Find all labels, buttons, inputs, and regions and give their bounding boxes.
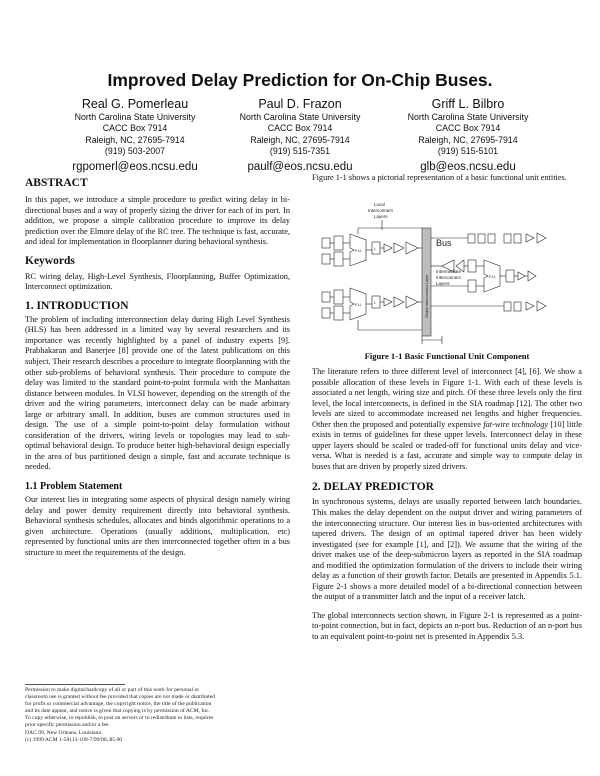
right-column-text bbox=[312, 367, 582, 643]
fu-label: F.U. bbox=[355, 302, 363, 307]
fu-label: F.U. bbox=[489, 274, 497, 279]
left-column bbox=[25, 177, 290, 558]
author-phone: (919) 515-7351 bbox=[269, 145, 331, 156]
paper-title: Improved Delay Prediction for On-Chip Buses. bbox=[107, 70, 493, 90]
footnote-line: and its date appear, and notice is given that copying is by permission of ACM, Inc. bbox=[25, 708, 210, 715]
global-layer-label: Global Interconnect Layer bbox=[425, 274, 429, 318]
footnote-line: To copy otherwise, to republish, to post on servers or to redistribute to lists, requires bbox=[25, 715, 214, 722]
footnote-line: (c) 1999 ACM 1-58113-109-7/99/06..$5.00 bbox=[25, 736, 123, 743]
copyright-footnote bbox=[25, 687, 293, 744]
functional-unit-top-left bbox=[322, 228, 422, 266]
bus-label: Bus bbox=[436, 238, 452, 248]
footnote-line: classroom use is granted without fee provided that copies are not made or distributed bbox=[25, 694, 215, 701]
literature-text-1: The literature refers to three different level of interconnect [4], [6]. We show a possible allocation of these levels in Figure 1-1. With each of these levels is associated a net length, wiring size and pitch. Of these three levels only the first level, the local interconnects, is defined in the SIA roadmap [12]. The other two levels are sized to accommodate increased net lengths and higher frequencies. Other then the proposed and potentially expensive bbox=[312, 367, 582, 429]
fig-intro-paragraph: Figure 1-1 shows a pictorial representation of a basic functional unit entities. bbox=[312, 173, 567, 182]
literature-paragraph bbox=[312, 367, 582, 472]
footnote-line: Permission to make digital/hardcopy of all or part of this work for personal or bbox=[25, 687, 200, 693]
author-city: Raleigh, NC, 27695-7914 bbox=[85, 134, 185, 145]
latch-label: L bbox=[374, 247, 376, 251]
author-block-1 bbox=[45, 96, 225, 174]
author-phone: (919) 515-5101 bbox=[437, 145, 499, 156]
intro-heading: 1. INTRODUCTION bbox=[25, 299, 129, 312]
author-email: rgpomerl@eos.ncsu.edu bbox=[72, 161, 198, 174]
author-affiliation: North Carolina State University bbox=[74, 112, 196, 122]
footnote-line: prior specific permission and/or a fee. bbox=[25, 722, 110, 729]
intro-text: The problem of including interconnection delay during High Level Synthesis (HLS) has been addressed in a limited way by several researchers and its importance was recently highlighted by a panel of industry experts [9]. Prabhakaran and Banerjee [8] provide one of the latest publications on this subject. Their research describes a procedure to integrate floorplanning with the other sub-problems of behavioral synthesis. Their procedure to compute the delay was limited to the standard point-to-point formula with the Manhattan distance between modules. In VLSI however, depending on the strength of the driver and the wiring parameters, interconnect delay can be made arbitrary large or arbitrary small. In addition, buses are common structures used in design. The use of a simple point-to-point delay formulation without consideration of the drivers, wiring levels or topologies may lead to sub-optimal behavioral design. To produce better high-behavioral design especially in the area of bus partitioned design a simple, fast and accurate technique is needed. bbox=[25, 314, 291, 472]
abstract-text: In this paper, we introduce a simple procedure to predict wiring delay in bi-directional buses and a way of properly sizing the driver for each of its port. In addition, we propose a simple calibration procedure to improve its delay prediction over the Elmore delay of the RC tree. The technique is fast, accurate, and ideal for implementation in floorplanner during behavioral synthesis. bbox=[25, 195, 290, 247]
author-name: Paul D. Frazon bbox=[258, 97, 342, 111]
figure-caption: Figure 1-1 Basic Functional Unit Component bbox=[364, 351, 530, 361]
author-affiliation: North Carolina State University bbox=[239, 112, 361, 122]
author-box: CACC Box 7914 bbox=[102, 123, 168, 134]
author-phone: (919) 503-2007 bbox=[104, 145, 166, 156]
fu-label: F.U. bbox=[355, 248, 363, 253]
local-label-1: Local bbox=[374, 202, 385, 207]
problem-heading: 1.1 Problem Statement bbox=[25, 481, 123, 493]
latch-label: L bbox=[374, 301, 376, 305]
author-block-2 bbox=[210, 96, 390, 174]
author-email: glb@eos.ncsu.edu bbox=[420, 161, 516, 174]
author-city: Raleigh, NC, 27695-7914 bbox=[418, 134, 518, 145]
author-email: paulf@eos.ncsu.edu bbox=[247, 161, 353, 174]
keywords-text: RC wiring delay, High-Level Synthesis, Floorplanning, Buffer Optimization, Interconnect optimization. bbox=[25, 271, 290, 292]
footnote-rule bbox=[25, 684, 125, 685]
author-block-3 bbox=[378, 96, 558, 174]
delay-heading: 2. DELAY PREDICTOR bbox=[312, 481, 434, 494]
figure-1-1 bbox=[318, 198, 548, 346]
fat-wire-term: fat-wire technology bbox=[483, 419, 549, 429]
delay-paragraph-2: The global interconnects section shown, in Figure 2-1 is represented as a point-to-point connection, but in fact, depicts an n-port bus. Reduction of an n-port bus to an equivalent point-to-point net is presented in Appendix 5.3. bbox=[312, 610, 582, 642]
intermediate-label-3: Layers bbox=[436, 281, 450, 286]
author-name: Real G. Pomerleau bbox=[81, 97, 189, 111]
author-box: CACC Box 7914 bbox=[435, 123, 501, 134]
footnote-line: DAC 99, New Orleans, Louisiana bbox=[25, 729, 101, 736]
problem-text: Our interest lies in integrating some aspects of physical design namely wiring delay and power density requirement directly into behavioral synthesis. Behavioral synthesis schedules, allocates and binds algorithmic operations to a given architecture. Operations (usually additions, multiplication, etc) represented by functional units are then interconnected together often in a bus structure to meet the requirements of the design. bbox=[25, 495, 290, 557]
intermediate-label-2: Interconnect bbox=[436, 275, 461, 280]
keywords-heading: Keywords bbox=[25, 254, 75, 267]
local-label-3: Layers bbox=[374, 214, 388, 219]
author-city: Raleigh, NC, 27695-7914 bbox=[250, 134, 350, 145]
abstract-heading: ABSTRACT bbox=[25, 177, 88, 189]
functional-unit-bottom-left bbox=[322, 288, 422, 330]
footnote-line: for profit or commercial advantage, the copyright notice, the title of the publication bbox=[25, 701, 212, 708]
fig-intro-text bbox=[312, 173, 582, 184]
intermediate-label-1: Intermediate bbox=[436, 269, 462, 274]
literature-text-2: [10] little exists in terms of guidelines for these upper levels. Interconnect delay in these upper layers should be scaled or traded-off for functional units delay and vice-versa. What is needed is a fast, accurate and simple way to compute delay in buses that are driven by properly sized drivers. bbox=[312, 419, 582, 471]
author-name: Griff L. Bilbro bbox=[431, 97, 505, 111]
local-label-2: Interconnect bbox=[368, 208, 393, 213]
author-affiliation: North Carolina State University bbox=[407, 112, 529, 122]
delay-paragraph-1: In synchronous systems, delays are usually reported between latch boundaries. This makes the delay dependent on the output driver and wiring parameters of the interconnecting structure. Our interest lies in bus-oriented architectures with tapered drivers. The design of an optimal tapered driver has been widely investigated (see for example [1], and [2]). We assume that the wiring of the driver makes use of the deep-submicron layers as reported in the SIA roadmap and modified the optimization formulation of the drivers to include their wiring delay as a function of their growth factor. Details are presented in Appendix 5.1. Figure 2-1 shows a more detailed model of a bi-directional connection between the output of a transmitter latch and the input of a receiver latch. bbox=[312, 497, 582, 602]
author-box: CACC Box 7914 bbox=[267, 123, 333, 134]
